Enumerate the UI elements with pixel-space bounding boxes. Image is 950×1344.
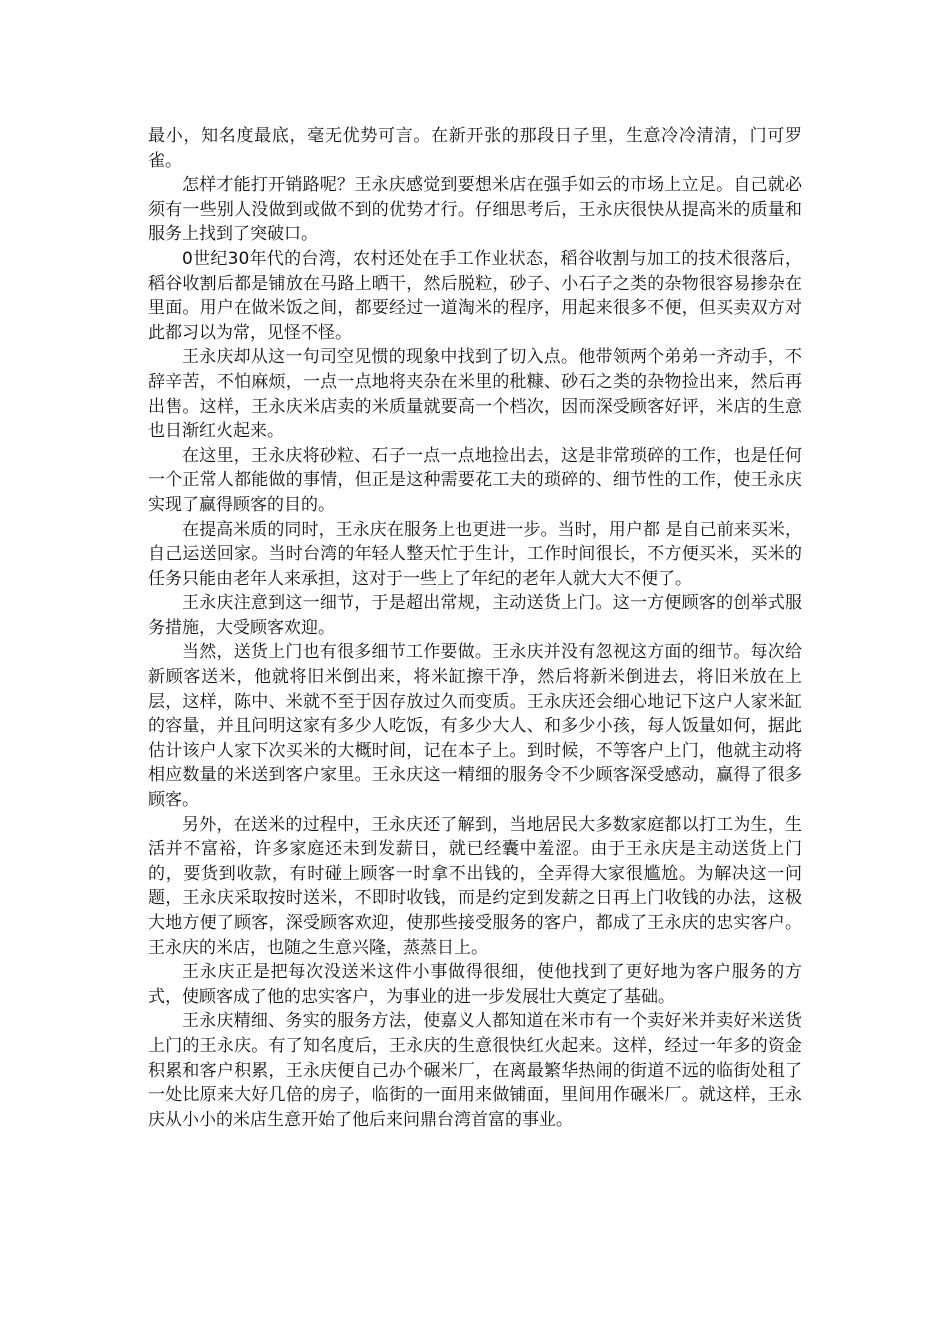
paragraph-7: 王永庆注意到这一细节，于是超出常规，主动送货上门。这一方便顾客的创举式服务措施，大受顾客欢迎。	[148, 593, 802, 638]
paragraph-2: 怎样才能打开销路呢？王永庆感觉到要想米店在强手如云的市场上立足。自己就必须有一些别人没做到或做不到的优势才行。仔细思考后，王永庆很快从提高米的质量和服务上找到了突破口。	[148, 175, 802, 245]
paragraph-4: 王永庆却从这一句司空见惯的现象中找到了切入点。他带领两个弟弟一齐动手，不辞辛苦，不怕麻烦，一点一点地将夹杂在米里的秕糠、砂石之类的杂物捡出来，然后再出售。这样，王永庆米店卖的米质量就要高一个档次，因而深受顾客好评，米店的生意也日渐红火起来。	[148, 347, 802, 442]
paragraph-9: 另外，在送米的过程中，王永庆还了解到，当地居民大多数家庭都以打工为生，生活并不富裕，许多家庭还未到发薪日，就已经囊中羞涩。由于王永庆是主动送货上门的，要货到收款，有时碰上顾客一时拿不出钱的，全弄得大家很尴尬。为解决这一问题，王永庆采取按时送米，不即时收钱，而是约定到发薪之日再上门收钱的办法，这极大地方便了顾客，深受顾客欢迎，使那些接受服务的客户，都成了王永庆的忠实客户。王永庆的米店，也随之生意兴隆，蒸蒸日上。	[148, 814, 802, 958]
document-body	[148, 124, 802, 1132]
paragraph-3: 0世纪30年代的台湾，农村还处在手工作业状态，稻谷收割与加工的技术很落后，稻谷收割后都是铺放在马路上晒干，然后脱粒，砂子、小石子之类的杂物很容易掺杂在里面。用户在做米饭之间，都要经过一道淘米的程序，用起来很多不便，但买卖双方对此都习以为常，见怪不怪。	[148, 248, 802, 343]
paragraph-1: 最小，知名度最底，毫无优势可言。在新开张的那段日子里，生意冷冷清清，门可罗雀。	[148, 126, 802, 171]
paragraph-6: 在提高米质的同时，王永庆在服务上也更进一步。当时，用户都 是自己前来买米，自己运送回家。当时台湾的年轻人整天忙于生计，工作时间很长，不方便买米，买米的任务只能由老年人来承担，这对于一些上了年纪的老年人就大大不便了。	[148, 519, 802, 589]
paragraph-11: 王永庆精细、务实的服务方法，使嘉义人都知道在米市有一个卖好米并卖好米送货上门的王永庆。有了知名度后，王永庆的生意很快红火起来。这样，经过一年多的资金积累和客户积累，王永庆便自己办个碾米厂，在离最繁华热闹的街道不远的临街处租了一处比原来大好几倍的房子，临街的一面用来做铺面，里间用作碾米厂。就这样，王永庆从小小的米店生意开始了他后来问鼎台湾首富的事业。	[148, 1011, 802, 1130]
paragraph-8: 当然，送货上门也有很多细节工作要做。王永庆并没有忽视这方面的细节。每次给新顾客送米，他就将旧米倒出来，将米缸擦干净，然后将新米倒进去，将旧米放在上层，这样，陈中、米就不至于因存放过久而变质。王永庆还会细心地记下这户人家米缸的容量，并且问明这家有多少人吃饭，有多少大人、和多少小孩，每人饭量如何，据此估计该户人家下次买米的大概时间，记在本子上。到时候，不等客户上门，他就主动将相应数量的米送到客户家里。王永庆这一精细的服务令不少顾客深受感动，赢得了很多顾客。	[148, 642, 802, 811]
paragraph-10: 王永庆正是把每次没送米这件小事做得很细，使他找到了更好地为客户服务的方式，使顾客成了他的忠实客户，为事业的进一步发展壮大奠定了基础。	[148, 962, 802, 1007]
paragraph-5: 在这里，王永庆将砂粒、石子一点一点地捡出去，这是非常琐碎的工作，也是任何一个正常人都能做的事情，但正是这种需要花工夫的琐碎的、细节性的工作，使王永庆实现了赢得顾客的目的。	[148, 445, 802, 515]
